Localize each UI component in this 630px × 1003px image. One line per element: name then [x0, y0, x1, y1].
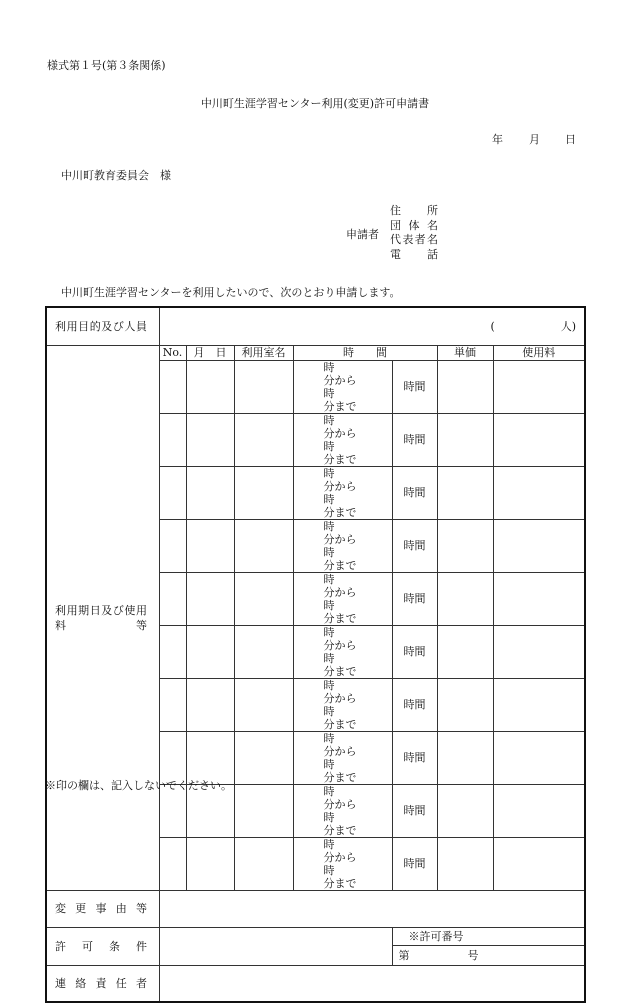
change-reason-label: 変更事由等 — [46, 890, 159, 927]
change-reason-input[interactable] — [159, 890, 585, 927]
applicant-fields — [390, 204, 438, 262]
row-date-cell[interactable] — [186, 519, 234, 572]
hour-label: 時 — [323, 466, 335, 480]
hour-label: 時 — [323, 625, 335, 639]
from-label: 分から — [323, 691, 357, 705]
row-duration-cell[interactable]: 時間 — [392, 572, 437, 625]
row-no-cell[interactable] — [159, 678, 186, 731]
row-unit-price-cell[interactable] — [437, 519, 493, 572]
application-table — [45, 306, 586, 1003]
form-number: 様式第１号(第３条関係) — [47, 59, 166, 72]
row-fee-cell[interactable] — [493, 360, 585, 413]
until-label: 分まで — [323, 717, 357, 731]
row-room-cell[interactable] — [234, 678, 293, 731]
addressee: 中川町教育委員会 様 — [61, 169, 171, 182]
hour-label: 時 — [323, 572, 335, 586]
row-no-cell[interactable] — [159, 466, 186, 519]
date-month: 月 — [529, 133, 540, 146]
row-unit-price-cell[interactable] — [437, 731, 493, 784]
row-unit-price-cell[interactable] — [437, 413, 493, 466]
purpose-input[interactable] — [159, 307, 585, 345]
row-date-cell[interactable] — [186, 625, 234, 678]
row-duration-cell[interactable]: 時間 — [392, 360, 437, 413]
permit-suffix: 号 — [467, 948, 479, 962]
footnote: ※印の欄は、記入しないでください。 — [45, 779, 232, 792]
row-duration-cell[interactable]: 時間 — [392, 625, 437, 678]
row-time-cell[interactable] — [293, 625, 392, 678]
hour-label: 時 — [323, 519, 335, 533]
row-room-cell[interactable] — [234, 466, 293, 519]
applicant-phone-label: 電話 — [390, 247, 438, 261]
row-unit-price-cell[interactable] — [437, 837, 493, 890]
hour-label: 時 — [323, 837, 335, 851]
hour-label: 時 — [323, 598, 335, 612]
row-time-cell[interactable] — [293, 466, 392, 519]
row-time-cell[interactable] — [293, 678, 392, 731]
row-duration-cell[interactable]: 時間 — [392, 784, 437, 837]
row-fee-cell[interactable] — [493, 572, 585, 625]
row-room-cell[interactable] — [234, 625, 293, 678]
until-label: 分まで — [323, 558, 357, 572]
row-unit-price-cell[interactable] — [437, 625, 493, 678]
row-fee-cell[interactable] — [493, 413, 585, 466]
period-label: 利用期日及び使用料等 — [46, 345, 159, 890]
people-open: ( — [490, 319, 495, 333]
row-date-cell[interactable] — [186, 837, 234, 890]
until-label: 分まで — [323, 876, 357, 890]
hour-label: 時 — [323, 386, 335, 400]
contact-input[interactable] — [159, 965, 585, 1002]
col-time: 時 間 — [293, 345, 437, 360]
hour-label: 時 — [323, 413, 335, 427]
from-label: 分から — [323, 850, 357, 864]
people-unit: 人) — [560, 319, 577, 333]
row-fee-cell[interactable] — [493, 731, 585, 784]
hour-label: 時 — [323, 545, 335, 559]
until-label: 分まで — [323, 611, 357, 625]
row-time-cell[interactable] — [293, 572, 392, 625]
hour-label: 時 — [323, 863, 335, 877]
contact-label: 連絡責任者 — [46, 965, 159, 1002]
hour-label: 時 — [323, 704, 335, 718]
until-label: 分まで — [323, 664, 357, 678]
col-unit-price: 単価 — [437, 345, 493, 360]
row-duration-cell[interactable]: 時間 — [392, 678, 437, 731]
row-no-cell[interactable] — [159, 572, 186, 625]
row-room-cell[interactable] — [234, 519, 293, 572]
row-unit-price-cell[interactable] — [437, 572, 493, 625]
permit-number-label: ※許可番号 — [392, 927, 585, 945]
row-room-cell[interactable] — [234, 413, 293, 466]
row-fee-cell[interactable] — [493, 519, 585, 572]
row-duration-cell[interactable]: 時間 — [392, 466, 437, 519]
purpose-label: 利用目的及び人員 — [46, 307, 159, 345]
permit-number-field[interactable] — [392, 945, 585, 965]
row-room-cell[interactable] — [234, 837, 293, 890]
row-duration-cell[interactable]: 時間 — [392, 837, 437, 890]
row-duration-cell[interactable]: 時間 — [392, 413, 437, 466]
row-fee-cell[interactable] — [493, 466, 585, 519]
row-no-cell[interactable] — [159, 625, 186, 678]
intro-text: 中川町生涯学習センターを利用したいので、次のとおり申請します。 — [61, 286, 401, 299]
row-time-cell[interactable] — [293, 519, 392, 572]
row-no-cell[interactable] — [159, 360, 186, 413]
row-date-cell[interactable] — [186, 466, 234, 519]
date-year: 年 — [492, 133, 503, 146]
from-label: 分から — [323, 373, 357, 387]
row-time-cell[interactable] — [293, 837, 392, 890]
from-label: 分から — [323, 532, 357, 546]
row-room-cell[interactable] — [234, 731, 293, 784]
conditions-input[interactable] — [159, 927, 392, 965]
row-date-cell[interactable] — [186, 413, 234, 466]
row-fee-cell[interactable] — [493, 625, 585, 678]
row-unit-price-cell[interactable] — [437, 678, 493, 731]
row-no-cell[interactable] — [159, 413, 186, 466]
row-room-cell[interactable] — [234, 572, 293, 625]
row-fee-cell[interactable] — [493, 837, 585, 890]
row-date-cell[interactable] — [186, 678, 234, 731]
col-room: 利用室名 — [234, 345, 293, 360]
row-no-cell[interactable] — [159, 519, 186, 572]
date-line — [492, 131, 576, 147]
row-time-cell[interactable] — [293, 784, 392, 837]
date-day: 日 — [565, 133, 576, 146]
row-duration-cell[interactable]: 時間 — [392, 519, 437, 572]
until-label: 分まで — [323, 399, 357, 413]
row-room-cell[interactable] — [234, 784, 293, 837]
row-unit-price-cell[interactable] — [437, 466, 493, 519]
until-label: 分まで — [323, 505, 357, 519]
row-time-cell[interactable] — [293, 731, 392, 784]
col-fee: 使用料 — [493, 345, 585, 360]
applicant-representative-label: 代表者名 — [390, 233, 438, 246]
hour-label: 時 — [323, 731, 335, 745]
col-no: No. — [159, 345, 186, 360]
from-label: 分から — [323, 585, 357, 599]
hour-label: 時 — [323, 810, 335, 824]
col-date: 月 日 — [186, 345, 234, 360]
row-fee-cell[interactable] — [493, 678, 585, 731]
row-unit-price-cell[interactable] — [437, 360, 493, 413]
from-label: 分から — [323, 744, 357, 758]
from-label: 分から — [323, 638, 357, 652]
row-room-cell[interactable] — [234, 360, 293, 413]
applicant-group-label: 団体名 — [390, 218, 438, 232]
document-title: 中川町生涯学習センター利用(変更)許可申請書 — [200, 97, 430, 110]
row-date-cell[interactable] — [186, 360, 234, 413]
row-unit-price-cell[interactable] — [437, 784, 493, 837]
hour-label: 時 — [323, 651, 335, 665]
hour-label: 時 — [323, 439, 335, 453]
from-label: 分から — [323, 479, 357, 493]
until-label: 分まで — [323, 452, 357, 466]
hour-label: 時 — [323, 360, 335, 374]
hour-label: 時 — [323, 678, 335, 692]
from-label: 分から — [323, 797, 357, 811]
hour-label: 時 — [323, 492, 335, 506]
hour-label: 時 — [323, 757, 335, 771]
permit-prefix: 第 — [398, 948, 410, 962]
until-label: 分まで — [323, 770, 357, 784]
applicant-label: 申請者 — [346, 228, 379, 241]
row-duration-cell[interactable]: 時間 — [392, 731, 437, 784]
row-time-cell[interactable] — [293, 360, 392, 413]
row-date-cell[interactable] — [186, 572, 234, 625]
conditions-label: 許可条件 — [46, 927, 159, 965]
row-fee-cell[interactable] — [493, 784, 585, 837]
applicant-address-label: 住所 — [390, 204, 438, 217]
until-label: 分まで — [323, 823, 357, 837]
row-no-cell[interactable] — [159, 837, 186, 890]
from-label: 分から — [323, 426, 357, 440]
hour-label: 時 — [323, 784, 335, 798]
row-time-cell[interactable] — [293, 413, 392, 466]
